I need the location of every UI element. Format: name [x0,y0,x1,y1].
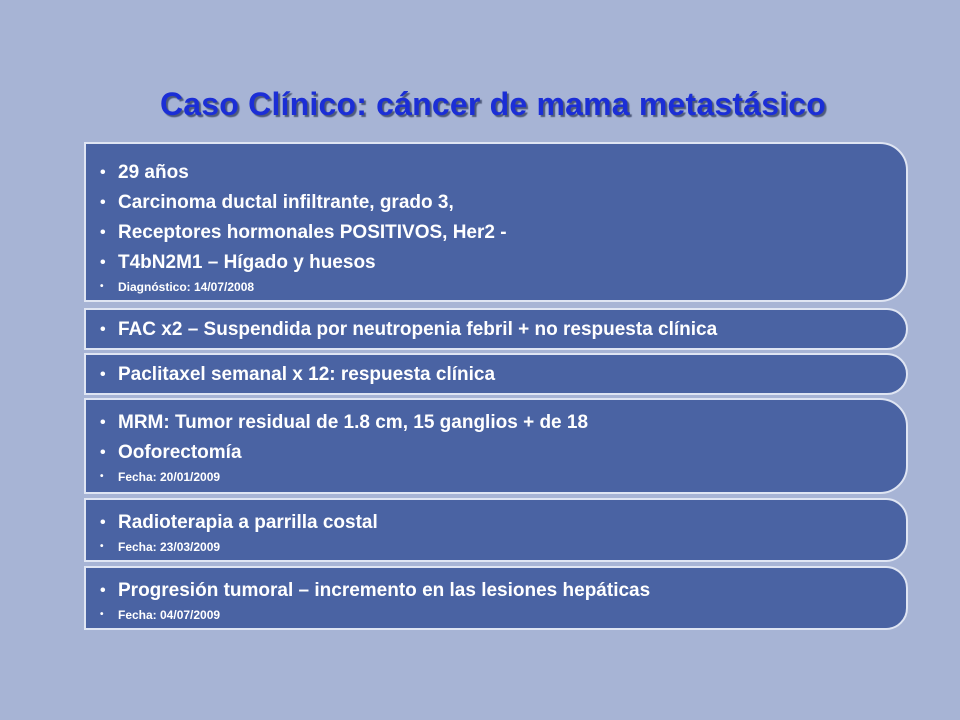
list-item-date: • Fecha: 20/01/2009 [86,468,906,486]
slide-title: Caso Clínico: cáncer de mama metastásico [160,86,827,122]
list-item-date: • Diagnóstico: 14/07/2008 [86,278,906,296]
list-item: • Ooforectomía [86,438,906,468]
surgery-list [86,408,906,486]
radiotherapy-box [84,498,908,562]
paclitaxel-list [86,360,906,390]
list-item: • Paclitaxel semanal x 12: respuesta clínica [86,360,906,390]
list-item-date: • Fecha: 04/07/2009 [86,606,906,624]
radiotherapy-list [86,508,906,556]
fac-treatment-box [84,308,908,350]
list-item: • Radioterapia a parrilla costal [86,508,906,538]
progression-list [86,576,906,624]
list-item: • Receptores hormonales POSITIVOS, Her2 - [86,218,906,248]
list-item: • Progresión tumoral – incremento en las lesiones hepáticas [86,576,906,606]
list-item: • 29 años [86,158,906,188]
progression-box [84,566,908,630]
list-item: • Carcinoma ductal infiltrante, grado 3, [86,188,906,218]
list-item-date: • Fecha: 23/03/2009 [86,538,906,556]
list-item: • MRM: Tumor residual de 1.8 cm, 15 ganglios + de 18 [86,408,906,438]
surgery-box [84,398,908,494]
paclitaxel-box [84,353,908,395]
list-item: • T4bN2M1 – Hígado y huesos [86,248,906,278]
fac-treatment-list [86,315,906,345]
patient-summary-list [86,158,906,296]
patient-summary-box [84,142,908,302]
list-item: • FAC x2 – Suspendida por neutropenia febril + no respuesta clínica [86,315,906,345]
